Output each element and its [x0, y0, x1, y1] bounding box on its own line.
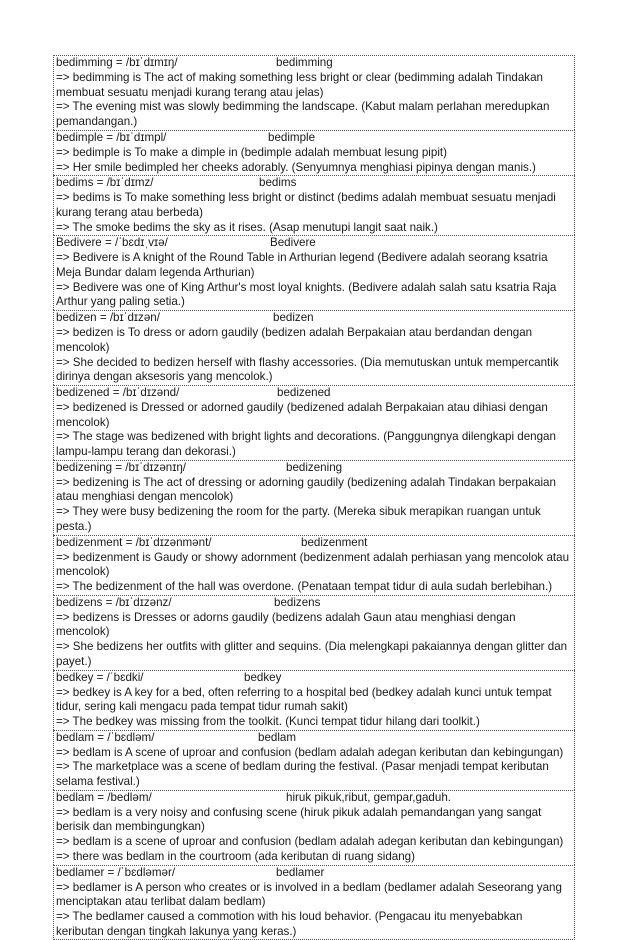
- entry-header: [54, 791, 574, 806]
- entry-header: [54, 236, 574, 251]
- gloss: Bedivere: [270, 236, 316, 250]
- example-line: => Her smile bedimpled her cheeks adorably. (Senyumnya menghiasi pipinya dengan manis.): [56, 160, 536, 174]
- headword: bedims = /bɪˈdɪmz/: [56, 176, 154, 190]
- entry-header: [54, 731, 574, 746]
- entry-bedlamer: [53, 865, 575, 940]
- example-line: => The bedlamer caused a commotion with his loud behavior. (Pengacau itu menyebabkan keributan dengan tingkah lakunya yang keras.): [56, 909, 523, 938]
- headword: bedimple = /bɪˈdɪmpl/: [56, 130, 167, 144]
- entry-header: [54, 311, 574, 326]
- definition-line: => bedlamer is A person who creates or is involved in a bedlam (bedlamer adalah Seseorang yang menciptakan atau terlibat dalam bedlam): [56, 880, 562, 909]
- headword: Bedivere = /ˈbɛdɪˌvɪə/: [56, 236, 168, 250]
- definition-line: => bedizened is Dressed or adorned gaudily (bedizened adalah Berpakaian atau dihiasi dengan mencolok): [56, 400, 548, 429]
- entry-header: [54, 596, 574, 611]
- gloss: bedizen: [273, 311, 314, 325]
- definition-line: => bedims is To make something less bright or distinct (bedims adalah membuat sesuatu menjadi kurang terang atau berbeda): [56, 191, 556, 219]
- entry-bedizenment: [53, 535, 575, 595]
- headword: bedlam = /ˈbɛdləm/: [56, 730, 155, 744]
- definition-line: => bedizens is Dresses or adorns gaudily (bedizens adalah Gaun atau menghiasi dengan mencolok): [56, 610, 516, 639]
- gloss: bedkey: [244, 670, 282, 684]
- example-line: => The stage was bedizened with bright lights and decorations. (Panggungnya dilengkapi dengan lampu-lampu terang dan dekorasi.): [56, 430, 556, 459]
- entry-bedims: [53, 175, 575, 235]
- headword: bedizenment = /bɪˈdɪzənmənt/: [56, 535, 212, 549]
- entry-bedivere: [53, 235, 575, 310]
- gloss: bedizened: [277, 385, 331, 399]
- example-line: => She bedizens her outfits with glitter and sequins. (Dia melengkapi pakaiannya dengan glitter dan payet.): [56, 640, 568, 668]
- headword: bedizen = /bɪˈdɪzən/: [56, 311, 160, 325]
- definition-line: => bedizenment is Gaudy or showy adornment (bedizenment adalah perhiasan yang mencolok atau mencolok): [56, 550, 570, 579]
- definition-line: => bedlam is A scene of uproar and confusion (bedlam adalah adegan keributan dan kebingungan): [56, 745, 564, 759]
- definition-line: => bedizen is To dress or adorn gaudily (bedizen adalah Berpakaian atau berdandan dengan mencolok): [56, 326, 533, 354]
- definition-line: => bedimple is To make a dimple in (bedimple adalah membuat lesung pipit): [56, 145, 447, 159]
- gloss: bedims: [259, 176, 297, 190]
- gloss: bedimming: [276, 56, 333, 69]
- entry-bedizening: [53, 460, 575, 535]
- gloss: bedizens: [274, 595, 321, 609]
- definition-line: => bedlam is a scene of uproar and confusion (bedlam adalah adegan keributan dan kebingungan): [56, 835, 564, 849]
- example-line: => The marketplace was a scene of bedlam during the festival. (Pasar menjadi tempat keributan selama festival.): [56, 760, 549, 789]
- entry-bedimming: [53, 55, 575, 130]
- entry-bedizens: [53, 595, 575, 670]
- entry-bedimple: [53, 130, 575, 175]
- entry-bedlam: [53, 730, 575, 790]
- headword: bedimming = /bɪˈdɪmɪŋ/: [56, 56, 178, 69]
- entry-bedizen: [53, 310, 575, 385]
- example-line: => The bedkey was missing from the toolkit. (Kunci tempat tidur hilang dari toolkit.): [56, 714, 480, 728]
- gloss: bedimple: [268, 130, 316, 144]
- entry-bedizened: [53, 385, 575, 460]
- example-line: => there was bedlam in the courtroom (ada keributan di ruang sidang): [56, 849, 415, 863]
- entry-header: [54, 866, 574, 881]
- entry-header: [54, 461, 574, 476]
- definition-line: => bedkey is A key for a bed, often referring to a hospital bed (bedkey adalah kunci untuk tempat tidur, sering kali mengacu pada tempat tidur rumah sakit): [56, 685, 552, 714]
- entry-header: [54, 536, 574, 551]
- gloss: bedlamer: [276, 865, 325, 879]
- headword: bedizens = /bɪˈdɪzənz/: [56, 595, 172, 609]
- gloss: bedizening: [286, 460, 343, 474]
- gloss: bedizenment: [301, 535, 368, 549]
- entry-bedlam-alt: [53, 790, 575, 865]
- entry-bedkey: [53, 670, 575, 730]
- entry-header: [54, 386, 574, 401]
- entry-header: [54, 131, 574, 146]
- gloss: hiruk pikuk,ribut, gempar,gaduh.: [286, 790, 451, 804]
- definition-line: => bedizening is The act of dressing or adorning gaudily (bedizening adalah Tindakan berpakaian atau menghiasi dengan mencolok): [56, 475, 556, 504]
- example-line: => She decided to bedizen herself with flashy accessories. (Dia memutuskan untuk mempercantik dirinya dengan aksesoris yang mencolok.): [56, 355, 559, 384]
- example-line: => They were busy bedizening the room for the party. (Mereka sibuk merapikan ruangan untuk pesta.): [56, 505, 541, 533]
- definition-line: => Bedivere is A knight of the Round Table in Arthurian legend (Bedivere adalah seorang ksatria Meja Bundar dalam legenda Arthurian): [56, 251, 548, 280]
- entry-header: [54, 176, 574, 191]
- definition-line: => bedimming is The act of making something less bright or clear (bedimming adalah Tindakan membuat sesuatu menjadi kurang terang atau jelas): [56, 71, 543, 99]
- example-line: => The smoke bedims the sky as it rises. (Asap menutupi langit saat naik.): [56, 220, 438, 234]
- headword: bedlam = /bedləm/: [56, 790, 152, 804]
- dictionary-sheet: [53, 55, 575, 940]
- example-line: => The evening mist was slowly bedimming the landscape. (Kabut malam perlahan meredupkan pemandangan.): [56, 100, 550, 129]
- entry-header: [54, 671, 574, 686]
- definition-line: => bedlam is a very noisy and confusing scene (hiruk pikuk adalah pemandangan yang sangat berisik dan membingungkan): [56, 805, 542, 834]
- headword: bedizened = /bɪˈdɪzənd/: [56, 385, 180, 399]
- gloss: bedlam: [258, 730, 297, 744]
- headword: bedkey = /ˈbɛdki/: [56, 670, 144, 684]
- example-line: => The bedizenment of the hall was overdone. (Penataan tempat tidur di aula sudah berlebihan.): [56, 579, 553, 593]
- entry-header: [54, 56, 574, 71]
- headword: bedizening = /bɪˈdɪzənɪŋ/: [56, 460, 187, 474]
- example-line: => Bedivere was one of King Arthur's most loyal knights. (Bedivere adalah salah satu ksatria Raja Arthur yang paling setia.): [56, 280, 557, 309]
- headword: bedlamer = /ˈbɛdləmər/: [56, 865, 176, 879]
